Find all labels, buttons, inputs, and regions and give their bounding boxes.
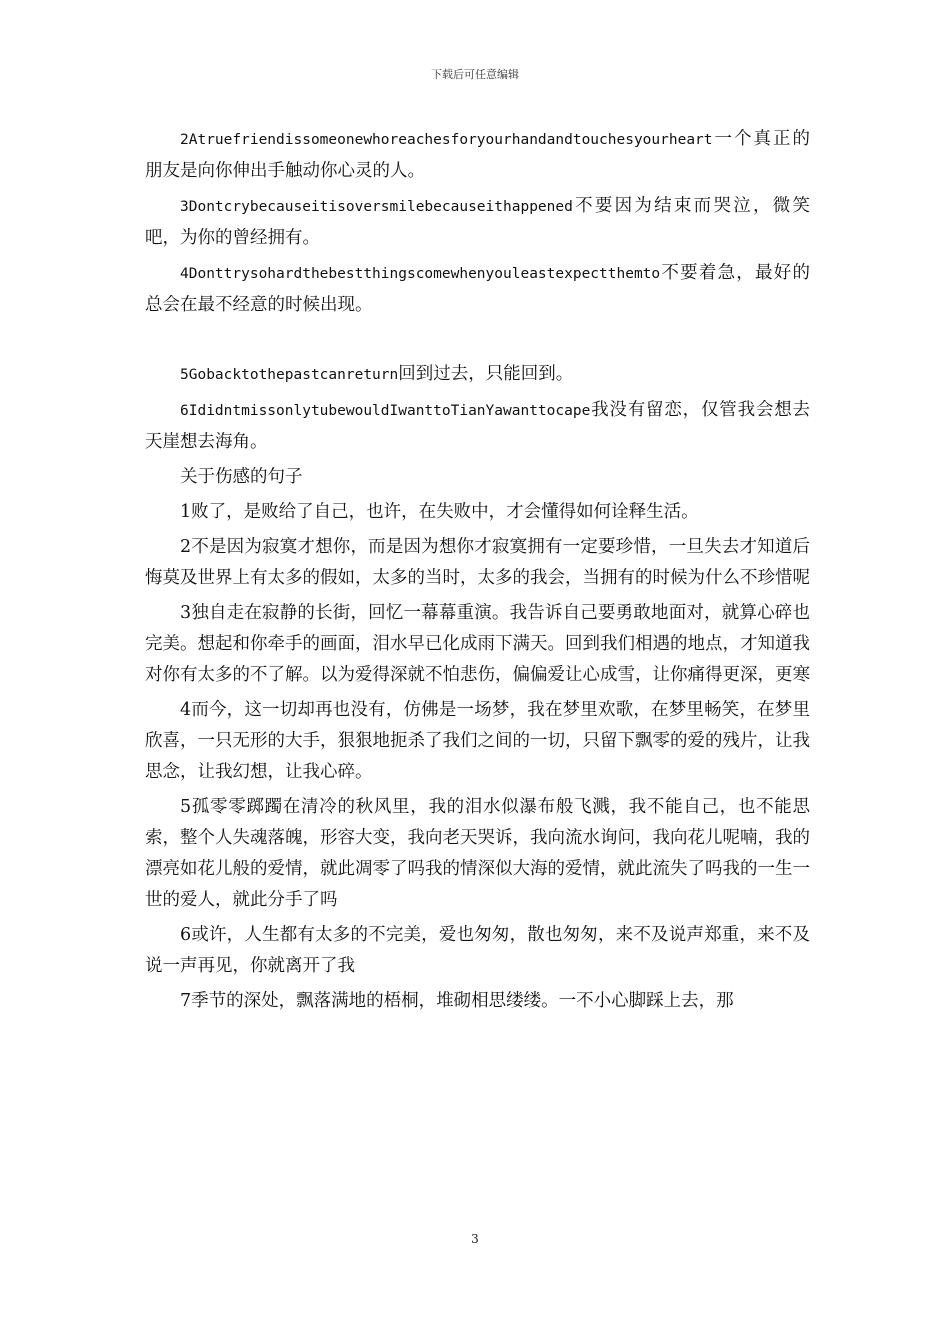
paragraph-quote-3 (145, 191, 810, 254)
paragraph-sad-6: 6或许，人生都有太多的不完美，爱也匆匆，散也匆匆，来不及说声郑重，来不及说一声再见，你就离开了我 (145, 925, 810, 976)
paragraph-sad-1: 1败了，是败给了自己，也许，在失败中，才会懂得如何诠释生活。 (180, 502, 699, 522)
paragraph-sad-2: 2不是因为寂寞才想你，而是因为想你才寂寞拥有一定要珍惜，一旦失去才知道后悔莫及世界上有太多的假如，太多的当时，太多的我会，当拥有的时候为什么不珍惜呢 (145, 537, 810, 588)
chinese-translation: 不要着急，最好的总会在最不经意的时候出现。 (145, 263, 810, 315)
paragraph-quote-5 (145, 359, 810, 391)
paragraph-quote-4 (145, 258, 810, 321)
paragraph-sad-3: 3独自走在寂静的长街，回忆一幕幕重演。我告诉自己要勇敢地面对，就算心碎也完美。想起和你牵手的画面，泪水早已化成雨下满天。回到我们相遇的地点，才知道我对你有太多的不了解。以为爱得深就不怕悲伤，偏偏爱让心成雪，让你痛得更深，更寒 (145, 603, 810, 685)
paragraph-quote-2 (145, 124, 810, 187)
page-number: 3 (471, 1232, 479, 1246)
english-quote: 3Dontcrybecauseitisoversmilebecauseithappened (180, 199, 573, 215)
english-quote: 4Donttrysohardthebestthingscomewhenyouleastexpectthemto (180, 266, 661, 282)
english-quote: 2Atruefriendissomeonewhoreachesforyourhandandtouchesyourheart (180, 132, 713, 148)
english-quote: 5Gobacktothepastcanreturn (180, 367, 399, 383)
chinese-translation: 不要因为结束而哭泣，微笑吧，为你的曾经拥有。 (145, 196, 810, 248)
paragraph-sad-4: 4而今，这一切却再也没有，仿佛是一场梦，我在梦里欢歌，在梦里畅笑，在梦里欣喜，一只无形的大手，狠狠地扼杀了我们之间的一切，只留下飘零的爱的残片，让我思念，让我幻想，让我心碎。 (145, 700, 810, 782)
english-quote: 6IdidntmissonlytubewouldIwanttoTianYawanttocape (180, 403, 591, 419)
page-header-note: 下载后可任意编辑 (431, 68, 519, 81)
chinese-translation: 一个真正的朋友是向你伸出手触动你心灵的人。 (145, 129, 810, 181)
chinese-translation: 我没有留恋，仅管我会想去天崖想去海角。 (145, 400, 810, 452)
section-heading: 关于伤感的句子 (180, 467, 303, 487)
chinese-translation: 回到过去，只能回到。 (398, 364, 574, 384)
paragraph-sad-5: 5孤零零踯躅在清冷的秋风里，我的泪水似瀑布般飞溅，我不能自己，也不能思索，整个人失魂落魄，形容大变，我向老天哭诉，我向流水询问，我向花儿呢喃，我的漂亮如花儿般的爱情，就此凋零了吗我的情深似大海的爱情，就此流失了吗我的一生一世的爱人，就此分手了吗 (145, 797, 810, 910)
paragraph-sad-7: 7季节的深处，飘落满地的梧桐，堆砌相思缕缕。一不小心脚踩上去，那 (180, 991, 734, 1011)
paragraph-quote-6 (145, 395, 810, 458)
document-body (145, 124, 810, 1017)
